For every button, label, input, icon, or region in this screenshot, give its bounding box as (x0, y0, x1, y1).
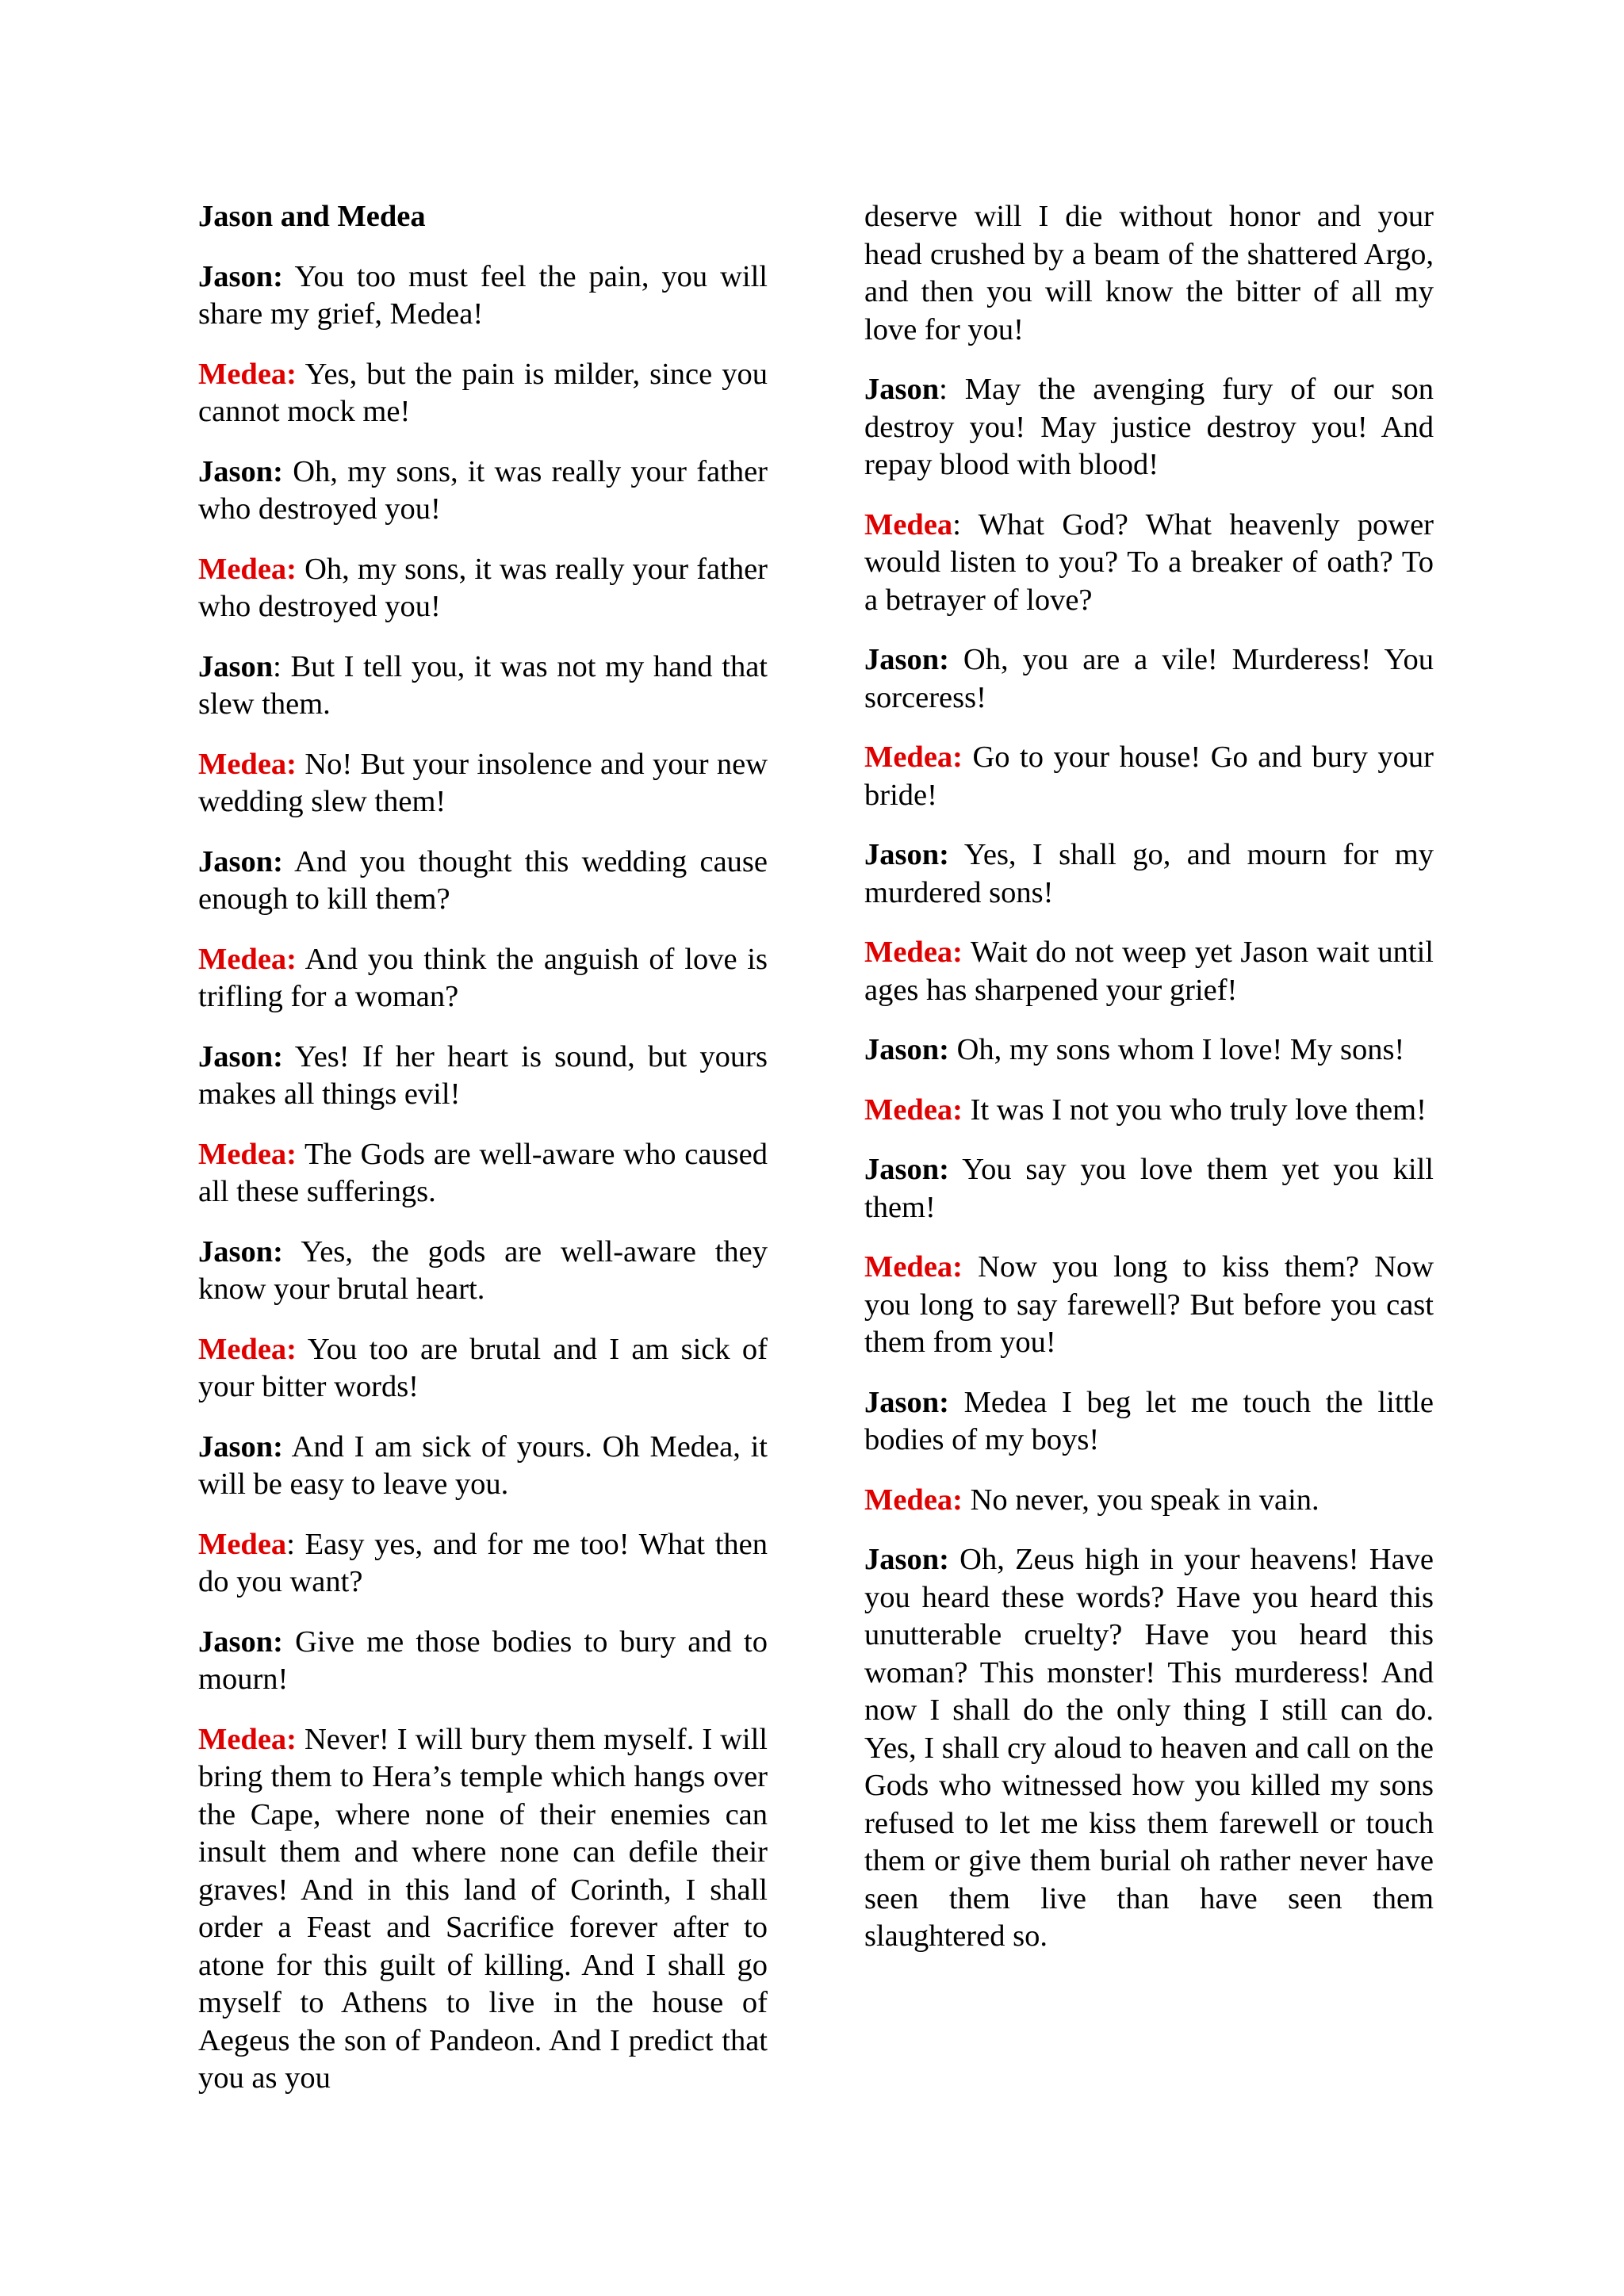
dialogue-line (198, 1624, 768, 1699)
speaker-jason: Jason: (198, 1624, 283, 1659)
dialogue-text: : What God? What heavenly power would listen to you? To a breaker of oath? To a betrayer of love? (864, 507, 1434, 617)
dialogue-line (198, 844, 768, 919)
dialogue-line (198, 1526, 768, 1601)
left-column (198, 198, 768, 2120)
dialogue-text: Medea I beg let me touch the little bodies of my boys! (864, 1385, 1434, 1456)
speaker-jason: Jason: (864, 643, 949, 676)
speaker-medea: Medea: (864, 1093, 963, 1127)
dialogue-line (864, 1384, 1434, 1460)
dialogue-line (864, 641, 1434, 717)
speaker-jason: Jason: (198, 1039, 283, 1073)
dialogue-text: : But I tell you, it was not my hand that slew them. (198, 649, 768, 721)
dialogue-text: You too are brutal and I am sick of your bitter words! (198, 1332, 768, 1403)
speaker-medea: Medea: (864, 1483, 963, 1517)
speaker-jason: Jason: (864, 1033, 949, 1066)
speaker-medea: Medea: (198, 1722, 297, 1756)
dialogue-text: Go to your house! Go and bury your bride! (864, 740, 1434, 812)
speaker-jason: Jason: (864, 1153, 949, 1186)
dialogue-line (198, 258, 768, 334)
speaker-jason: Jason (864, 373, 940, 406)
dialogue-text: Never! I will bury them myself. I will bring them to Hera’s temple which hangs over the Cape, where none of their enemies can insult them and where none can defile their graves! And in this land of Corinth, I shall order a Feast and Sacrifice forever after to atone for this guilt of killing. And I shall go myself to Athens to live in the house of Aegeus the son of Pandeon. And I predict that you as you (198, 1722, 768, 2095)
speaker-jason: Jason: (864, 1385, 949, 1419)
document-title: Jason and Medea (198, 200, 426, 233)
dialogue-line (864, 1541, 1434, 1956)
speaker-jason: Jason: (864, 838, 949, 871)
dialogue-line (864, 1482, 1434, 1520)
dialogue-line (198, 551, 768, 626)
speaker-medea: Medea: (198, 1332, 297, 1366)
dialogue-text: Oh, my sons, it was really your father who destroyed you! (198, 552, 768, 623)
speaker-medea: Medea (198, 1527, 287, 1561)
dialogue-line (198, 649, 768, 724)
speaker-medea: Medea (864, 507, 953, 541)
dialogue-text: It was I not you who truly love them! (963, 1093, 1427, 1127)
dialogue-text: Oh, my sons, it was really your father who destroyed you! (198, 454, 768, 526)
dialogue-text: Yes, but the pain is milder, since you cannot mock me! (198, 357, 768, 428)
dialogue-text: Now you long to kiss them? Now you long to say farewell? But before you cast them from you! (864, 1250, 1434, 1359)
dialogue-text: : May the avenging fury of our son destroy you! May justice destroy you! And repay blood with blood! (864, 373, 1434, 481)
dialogue-line (864, 739, 1434, 814)
dialogue-text: And you thought this wedding cause enough to kill them? (198, 844, 768, 916)
dialogue-text: Oh, Zeus high in your heavens! Have you heard these words? Have you heard this unutterable cruelty? Have you heard this woman? This monster! This murderess! And now I shall do the only thing I still can do. Yes, I shall cry aloud to heaven and call on the Gods who witnessed how you killed my sons refused to let me kiss them farewell or touch them or give them burial oh rather never have seen them live than have seen them slaughtered so. (864, 1543, 1434, 1953)
dialogue-line (864, 371, 1434, 484)
speaker-jason: Jason: (198, 844, 283, 878)
speaker-jason: Jason (198, 649, 274, 683)
dialogue-line (198, 1136, 768, 1211)
dialogue-text: Give me those bodies to bury and to mourn! (198, 1624, 768, 1696)
dialogue-line (198, 746, 768, 821)
dialogue-line (864, 507, 1434, 620)
dialogue-line (864, 1092, 1434, 1130)
left-dialogue (198, 258, 768, 2098)
right-dialogue (864, 371, 1434, 1956)
dialogue-line (864, 1249, 1434, 1362)
dialogue-line (864, 1031, 1434, 1070)
speaker-jason: Jason: (198, 1429, 283, 1464)
speaker-medea: Medea: (864, 936, 963, 969)
dialogue-text: Oh, my sons whom I love! My sons! (948, 1033, 1405, 1066)
dialogue-line (864, 934, 1434, 1009)
speaker-medea: Medea: (198, 942, 297, 976)
dialogue-text: You say you love them yet you kill them! (864, 1153, 1434, 1224)
dialogue-line (198, 1429, 768, 1504)
dialogue-line (198, 356, 768, 431)
dialogue-text: And you think the anguish of love is trifling for a woman? (198, 942, 768, 1013)
dialogue-line (198, 1039, 768, 1114)
dialogue-text: Yes, the gods are well-aware they know your brutal heart. (198, 1234, 768, 1306)
speaker-medea: Medea: (198, 1137, 297, 1171)
dialogue-line (864, 836, 1434, 912)
dialogue-text: : Easy yes, and for me too! What then do you want? (198, 1527, 768, 1598)
speaker-medea: Medea: (198, 747, 297, 781)
dialogue-text: You too must feel the pain, you will share my grief, Medea! (198, 259, 768, 331)
dialogue-text: The Gods are well-aware who caused all these sufferings. (198, 1137, 768, 1208)
dialogue-line (198, 941, 768, 1016)
speaker-medea: Medea: (198, 552, 297, 586)
dialogue-text: Wait do not weep yet Jason wait until ages has sharpened your grief! (864, 936, 1434, 1007)
speaker-medea: Medea: (198, 357, 297, 391)
speaker-jason: Jason: (198, 1234, 283, 1269)
dialogue-text: Yes, I shall go, and mourn for my murdered sons! (864, 838, 1434, 909)
speaker-medea: Medea: (864, 1250, 963, 1284)
dialogue-line (198, 1331, 768, 1406)
dialogue-text: Oh, you are a vile! Murderess! You sorceress! (864, 643, 1434, 714)
dialogue-line (198, 1234, 768, 1309)
dialogue-text: And I am sick of yours. Oh Medea, it will be easy to leave you. (198, 1429, 768, 1501)
speaker-medea: Medea: (864, 740, 963, 774)
dialogue-line (864, 1151, 1434, 1226)
speaker-jason: Jason: (198, 454, 283, 488)
dialogue-line (198, 453, 768, 529)
speaker-jason: Jason: (198, 259, 283, 293)
dialogue-text: No never, you speak in vain. (963, 1483, 1320, 1517)
right-column (864, 198, 1434, 1978)
dialogue-text: Yes! If her heart is sound, but yours makes all things evil! (198, 1039, 768, 1111)
dialogue-continuation: deserve will I die without honor and your head crushed by a beam of the shattered Argo, and then you will know the bitter of all my love for you! (864, 200, 1434, 346)
dialogue-line (198, 1721, 768, 2098)
speaker-jason: Jason: (864, 1543, 949, 1576)
dialogue-text: No! But your insolence and your new wedding slew them! (198, 747, 768, 818)
